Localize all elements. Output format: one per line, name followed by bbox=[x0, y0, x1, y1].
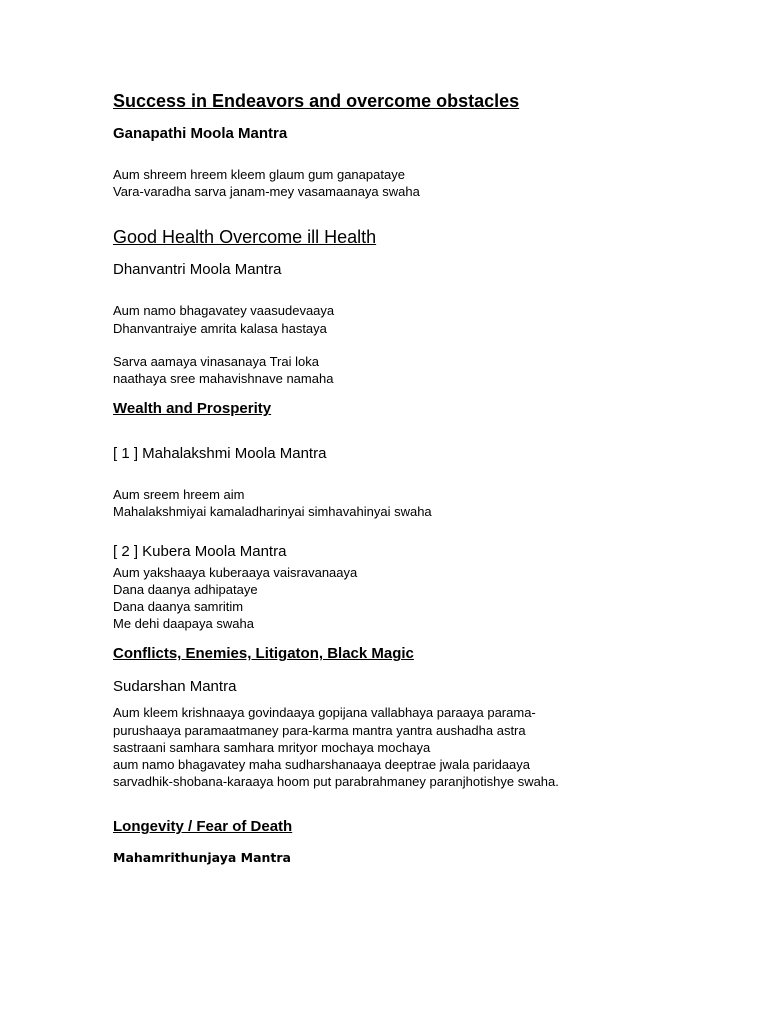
mantra-line: aum namo bhagavatey maha sudharshanaaya deeptrae jwala paridaaya bbox=[113, 757, 531, 773]
mantra-lines-kubera bbox=[113, 564, 733, 633]
mantra-lines-dhanvantri-a bbox=[113, 302, 733, 336]
mantra-line: Aum yakshaaya kuberaaya vaisravanaaya bbox=[113, 564, 358, 580]
section-heading-health: Good Health Overcome ill Health bbox=[113, 227, 377, 248]
mantra-lines-dhanvantri-b bbox=[113, 353, 733, 387]
mantra-line: Dana daanya adhipataye bbox=[113, 581, 258, 597]
section-heading-wealth: Wealth and Prosperity bbox=[113, 400, 272, 418]
mantra-line: Aum shreem hreem kleem glaum gum ganapataye bbox=[113, 167, 405, 182]
mantra-line: Mahalakshmiyai kamaladharinyai simhavahinyai swaha bbox=[113, 504, 432, 520]
mantra-line: Aum sreem hreem aim bbox=[113, 487, 245, 503]
mantra-line: Me dehi daapaya swaha bbox=[113, 616, 254, 632]
mantra-line: naathaya sree mahavishnave namaha bbox=[113, 371, 334, 387]
section-heading-longevity: Longevity / Fear of Death bbox=[113, 818, 293, 836]
mantra-line: purushaaya paramaatmaney para-karma mantra yantra aushadha astra bbox=[113, 722, 526, 738]
mantra-title-kubera: [ 2 ] Kubera Moola Mantra bbox=[113, 542, 287, 560]
mantra-lines-mahalakshmi bbox=[113, 486, 733, 520]
mantra-title-mahamrithunjaya: Mahamrithunjaya Mantra bbox=[113, 850, 291, 866]
mantra-title-ganapathi: Ganapathi Moola Mantra bbox=[113, 125, 288, 142]
document-page bbox=[113, 90, 733, 867]
mantra-title-sudarshan: Sudarshan Mantra bbox=[113, 678, 237, 696]
mantra-line: Vara-varadha sarva janam-mey vasamaanaya swaha bbox=[113, 184, 420, 200]
mantra-line: Dhanvantraiye amrita kalasa hastaya bbox=[113, 320, 327, 336]
mantra-lines-ganapathi bbox=[113, 166, 733, 200]
mantra-line: Dana daanya samritim bbox=[113, 599, 244, 615]
mantra-line: Sarva aamaya vinasanaya Trai loka bbox=[113, 353, 319, 369]
mantra-title-dhanvantri: Dhanvantri Moola Mantra bbox=[113, 261, 282, 279]
mantra-line: Aum namo bhagavatey vaasudevaaya bbox=[113, 303, 335, 319]
mantra-line: sastraani samhara samhara mrityor mochaya mochaya bbox=[113, 739, 431, 755]
mantra-line: sarvadhik-shobana-karaaya hoom put parabrahmaney paranjhotishye swaha. bbox=[113, 774, 559, 790]
mantra-lines-sudarshan bbox=[113, 704, 733, 790]
section-heading-success: Success in Endeavors and overcome obstacles bbox=[113, 91, 520, 111]
mantra-title-mahalakshmi: [ 1 ] Mahalakshmi Moola Mantra bbox=[113, 445, 327, 463]
mantra-line: Aum kleem krishnaaya govindaaya gopijana vallabhaya paraaya parama- bbox=[113, 705, 536, 721]
section-heading-conflicts: Conflicts, Enemies, Litigaton, Black Magic bbox=[113, 645, 414, 663]
